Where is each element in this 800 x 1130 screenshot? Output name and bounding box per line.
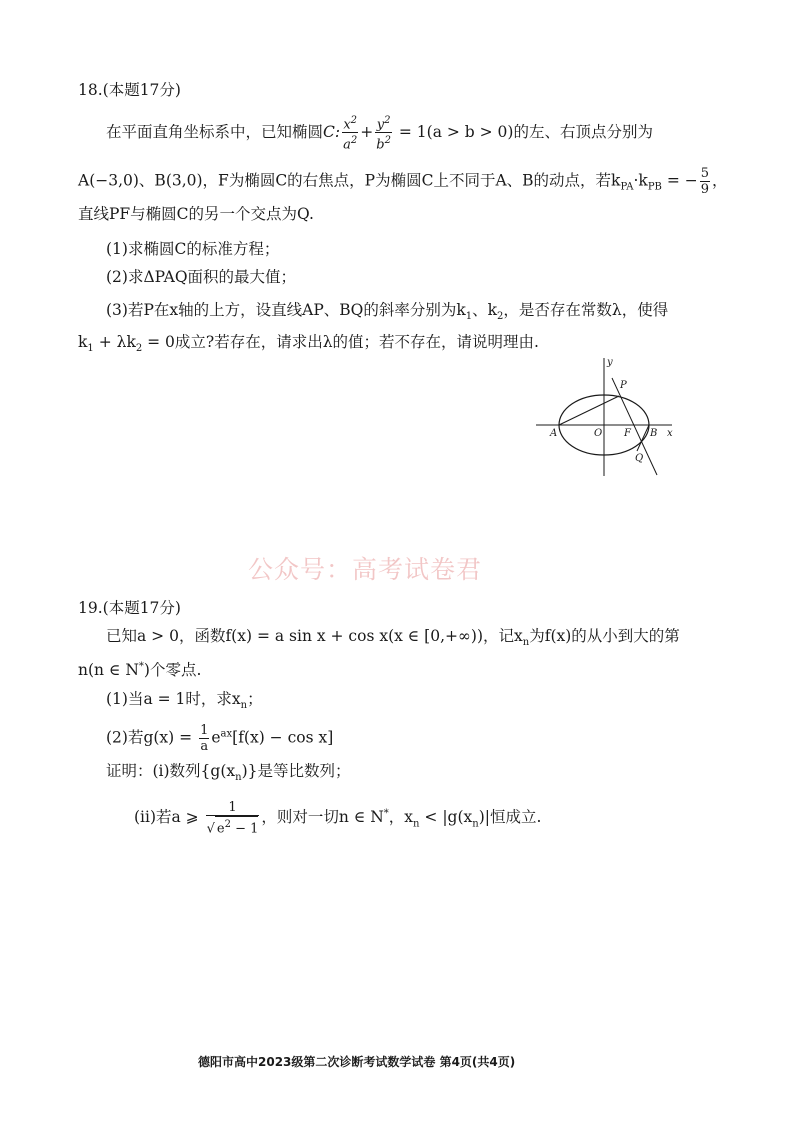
- sub-1: 1: [465, 311, 473, 323]
- fig-label-b: B: [650, 428, 658, 439]
- q18-text: ·k: [633, 171, 648, 190]
- q19-text: )}是等比数列；: [241, 762, 351, 780]
- q19-text: (2)若g(x) =: [106, 728, 198, 747]
- q19-text: e: [211, 728, 221, 747]
- fig-label-q: Q: [635, 453, 644, 464]
- fig-label-x: x: [667, 428, 673, 439]
- sub-1: 1: [87, 343, 94, 355]
- q18-text: = 1(a > b > 0)的左、右顶点分别为: [393, 122, 653, 141]
- q19-text: < |g(x: [419, 808, 473, 827]
- q19-text: 已知a > 0，函数f(x) = a sin x + cos x(x ∈ [0,+∞))，记x: [106, 627, 523, 645]
- fig-label-y: y: [607, 357, 613, 368]
- inv-sqrt-frac: $\frac{1}{√ e^2 - 1}$: [206, 800, 259, 837]
- q18-text: = 0成立?若存在，请求出λ的值；若不存在，请说明理由.: [142, 333, 539, 351]
- sub-pb: PB: [647, 181, 662, 193]
- q18-ellipse-name: C:: [323, 122, 341, 141]
- q19-text: (ⅱ)若a ⩾: [134, 808, 204, 827]
- fig-label-f: F: [624, 428, 631, 439]
- ellipse-frac-x: $\frac{x^2}{a^2}$: [343, 115, 358, 153]
- line-ap: [559, 396, 619, 425]
- q19-text: 证明：(ⅰ)数列{g(x: [106, 762, 236, 780]
- q19-text: n(n ∈ N: [78, 661, 139, 680]
- q19-proof-2: [134, 800, 541, 836]
- ellipse-figure: [536, 352, 682, 482]
- q19-text: )|恒成立.: [478, 808, 542, 827]
- fig-label-a: A: [550, 428, 558, 439]
- q18-text: = −: [661, 171, 698, 190]
- q19-text: 为f(x)的从小到大的第: [529, 627, 680, 645]
- q18-title: 18.(本题17分): [78, 81, 181, 99]
- fig-label-o: O: [594, 428, 603, 439]
- page-footer: 德阳市高中2023级第二次诊断考试数学试卷 第4页(共4页): [198, 1055, 516, 1069]
- sub-n: n: [240, 700, 248, 712]
- q18-line-3: 直线PF与椭圆C的另一个交点为Q.: [78, 205, 314, 223]
- sup-star: *: [138, 661, 144, 672]
- q18-text: ，是否存在常数λ，使得: [503, 301, 669, 319]
- q18-part-2: (2)求ΔPAQ面积的最大值；: [106, 268, 297, 286]
- sub-2: 2: [497, 311, 504, 323]
- sup-ax: ax: [220, 728, 233, 740]
- q18-text: + λk: [93, 333, 136, 351]
- q19-title: 19.(本题17分): [78, 599, 181, 617]
- q18-line-2: [78, 166, 728, 199]
- sub-n: n: [235, 772, 242, 784]
- q18-text: A(−3,0)、B(3,0)，F为椭圆C的右焦点，P为椭圆C上不同于A、B的动点，若k: [78, 171, 621, 190]
- one-over-a-frac: $\frac{1}{a}$: [200, 723, 209, 754]
- q18-line-1: 在平面直角坐标系中，已知椭圆C: $\frac{x^2}{a^2}$ + $\frac{y^2}{b^2}$ = 1(a > b > 0)的左、右顶点分别为: [106, 115, 653, 153]
- line-bq: [637, 425, 649, 451]
- fig-label-p: P: [620, 380, 627, 391]
- watermark: 公众号：高考试卷君: [248, 555, 483, 584]
- sub-n: n: [472, 818, 479, 830]
- sub-2: 2: [135, 343, 143, 355]
- q19-part-1: [106, 688, 263, 717]
- q18-text: k: [78, 333, 88, 351]
- q18-text: (3)若P在x轴的上方，设直线AP、BQ的斜率分别为k: [106, 301, 466, 319]
- q19-text: ，x: [388, 808, 414, 827]
- q19-line-2: [78, 656, 201, 681]
- q19-proof-1: [106, 760, 351, 789]
- q19-text: [f(x) − cos x]: [232, 728, 334, 747]
- q19-text: ；: [247, 690, 263, 708]
- sub-n: n: [522, 637, 530, 649]
- sup-star: *: [383, 808, 389, 819]
- q18-part-1: (1)求椭圆C的标准方程；: [106, 240, 280, 258]
- q19-text: ，则对一切n ∈ N: [261, 808, 384, 827]
- q19-part-2: [106, 723, 333, 754]
- sub-n: n: [413, 818, 420, 830]
- q18-text: 、k: [472, 301, 498, 319]
- ellipse-frac-y: $\frac{y^2}{b^2}$: [376, 115, 391, 153]
- q19-text: (1)当a = 1时，求x: [106, 690, 241, 708]
- q18-part-3: [106, 299, 668, 328]
- q18-part-3-cont: [78, 331, 539, 360]
- q19-text: )个零点.: [143, 661, 202, 680]
- q18-text: 在平面直角坐标系中，已知椭圆: [106, 122, 324, 141]
- sub-pa: PA: [620, 181, 634, 193]
- q18-text: ，: [712, 171, 728, 190]
- five-ninths-frac: $\frac{5}{9}$: [700, 166, 710, 197]
- q19-line-1: [106, 625, 680, 654]
